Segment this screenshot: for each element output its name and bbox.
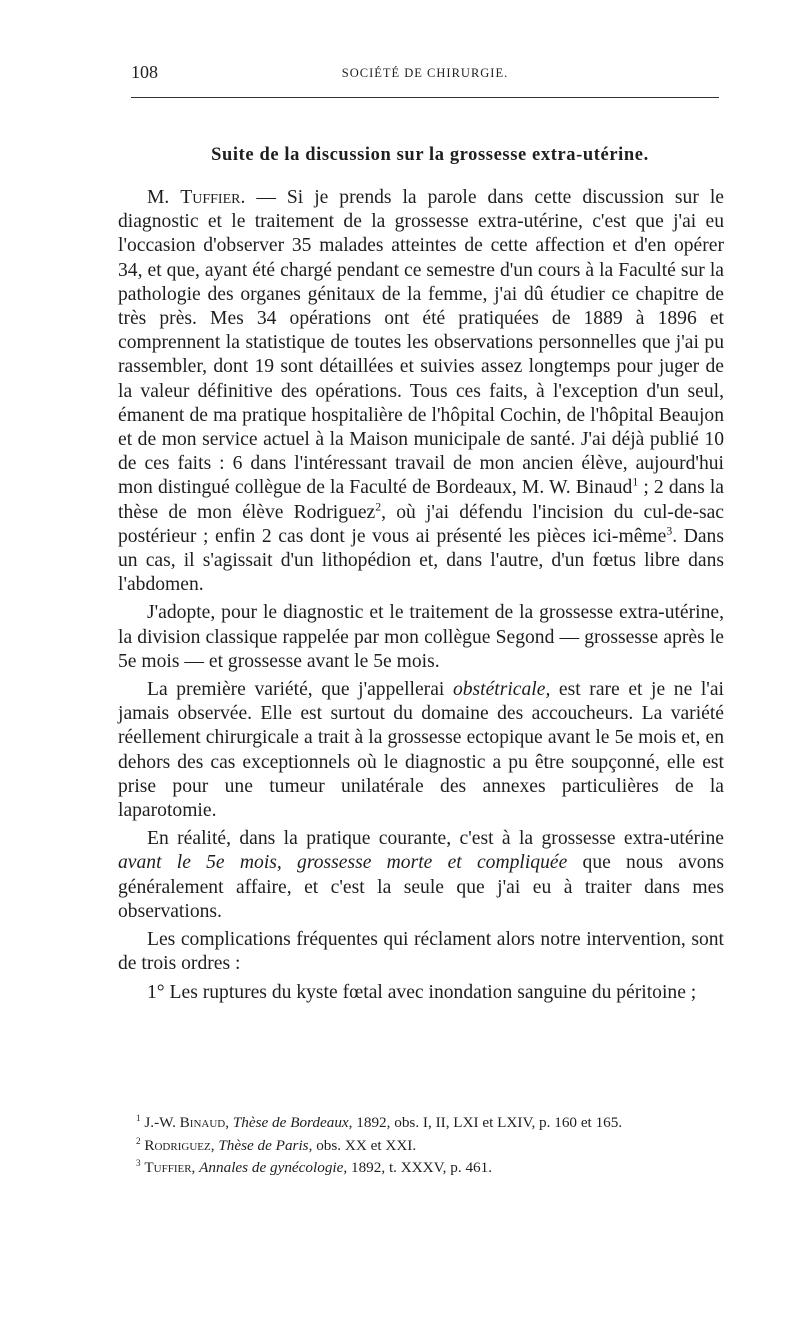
paragraph-3-italic: obstétricale,	[452, 679, 551, 701]
body-text	[118, 186, 724, 1009]
footnote-author: J.-W. Binaud	[144, 1114, 226, 1131]
paragraph-1	[118, 186, 724, 597]
footnote-mark: 2	[136, 1135, 141, 1146]
paragraph-3-text-b: est rare et je ne l'ai jamais observée. Elle est surtout du domaine des accoucheurs. La variété réellement chirurgicale a trait à la grossesse ectopique avant le 5e mois et, en dehors des cas exceptionnels où le diagnostic a pu être soupçonné, elle est prise pour une tumeur unilatérale des annexes particulières de la laparotomie.	[118, 679, 724, 822]
paragraph-6: 1° Les ruptures du kyste fœtal avec inondation sanguine du péritoine ;	[147, 981, 697, 1003]
page-header	[131, 62, 719, 86]
paragraph-5: Les complications fréquentes qui réclament alors notre intervention, sont de trois ordres :	[118, 929, 724, 975]
paragraph-1-text-b: ; 2 dans la thèse de mon élève Rodriguez	[118, 477, 724, 523]
paragraph-1-text-a: . — Si je prends la parole dans cette discussion sur le diagnostic et le traitement de la grossesse extra-utérine, c'est que j'ai eu l'occasion d'observer 35 malades atteintes de cette affection et d'en opérer 34, et que, ayant été chargé pendant ce semestre d'un cours à la Faculté sur la pathologie des organes génitaux de la femme, j'ai dû étudier ce chapitre de très près. Mes 34 opérations ont été pratiquées de 1889 à 1896 et comprennent la statistique de toutes les observations personnelles que j'ai pu rassembler, dont 19 sont détaillées et suivies assez longtemps pour juger de la valeur définitive des opérations. Tous ces faits, à l'exception d'un seul, émanent de ma pratique hospitalière de l'hôpital Cochin, de l'hôpital Beaujon et de mon service actuel à la Maison municipale de santé. J'ai déjà publié 10 de ces faits : 6 dans l'intéressant travail de mon ancien élève, aujourd'hui mon distingué collègue de la Faculté de Bordeaux, M. W. Binaud	[118, 187, 724, 499]
footnote-ref-2: 2	[375, 500, 382, 514]
paragraph-4-italic: avant le 5e mois, grossesse morte et compliquée	[118, 852, 568, 874]
footnote-author: Rodriguez	[144, 1136, 211, 1154]
footnote-3: $^3$ Tuffier, Annales de gynécologie, 1892, t. XXXV, p. 461.	[136, 1157, 493, 1176]
paragraph-1-text-d: . Dans un cas, il s'agissait d'un lithopédion et, dans l'autre, d'un fœtus libre dans l'abdomen.	[118, 525, 724, 596]
footnote-author: Tuffier	[144, 1159, 192, 1176]
paragraph-4	[118, 827, 724, 924]
footnote-mark: 1	[136, 1112, 141, 1123]
paragraph-4-text-b: que nous avons généralement affaire, et c'est la seule que j'ai eu à traiter dans mes observations.	[118, 852, 725, 922]
paragraph-3-text-a: La première variété, que j'appellerai	[147, 679, 453, 701]
speaker-prefix: M.	[147, 187, 181, 208]
footnote-work: Annales de gynécologie	[199, 1159, 344, 1176]
footnote-rest: , 1892, obs. I, II, LXI et LXIV, p. 160 et 165.	[348, 1114, 623, 1131]
page-number: 108	[131, 62, 158, 82]
paragraph-2: J'adopte, pour le diagnostic et le traitement de la grossesse extra-utérine, la division classique rappelée par mon collègue Segond — grossesse après le 5e mois — et grossesse avant le 5e mois.	[118, 602, 724, 672]
footnote-ref-3: 3	[666, 524, 673, 538]
footnote-mark: 3	[136, 1157, 141, 1168]
paragraph-4-text-a: En réalité, dans la pratique courante, c'est à la grossesse extra-utérine	[147, 828, 724, 850]
section-title: Suite de la discussion sur la grossesse extra-utérine.	[211, 145, 649, 165]
footnote-ref-1: 1	[632, 475, 639, 489]
footnote-rest: , obs. XX et XXI.	[308, 1136, 417, 1154]
footnote-rest: , 1892, t. XXXV, p. 461.	[343, 1159, 493, 1176]
running-title: SOCIÉTÉ DE CHIRURGIE.	[341, 66, 509, 80]
footnotes	[118, 1113, 724, 1181]
footnote-2: $^2$ Rodriguez, Thèse de Paris, obs. XX et XXI.	[136, 1135, 417, 1154]
paragraph-3	[118, 678, 724, 823]
footnote-work: Thèse de Bordeaux	[232, 1114, 349, 1131]
footnote-1: $^1$ J.-W. Binaud, Thèse de Bordeaux, 1892, obs. I, II, LXI et LXIV, p. 160 et 165.	[136, 1112, 623, 1131]
header-rule	[131, 97, 719, 98]
speaker-name: Tuffier	[180, 187, 241, 208]
paragraph-1-text-c: , où j'ai défendu l'incision du cul-de-sac postérieur ; enfin 2 cas dont je vous ai présenté les pièces ici-même	[118, 501, 724, 547]
footnote-work: Thèse de Paris	[218, 1136, 309, 1154]
